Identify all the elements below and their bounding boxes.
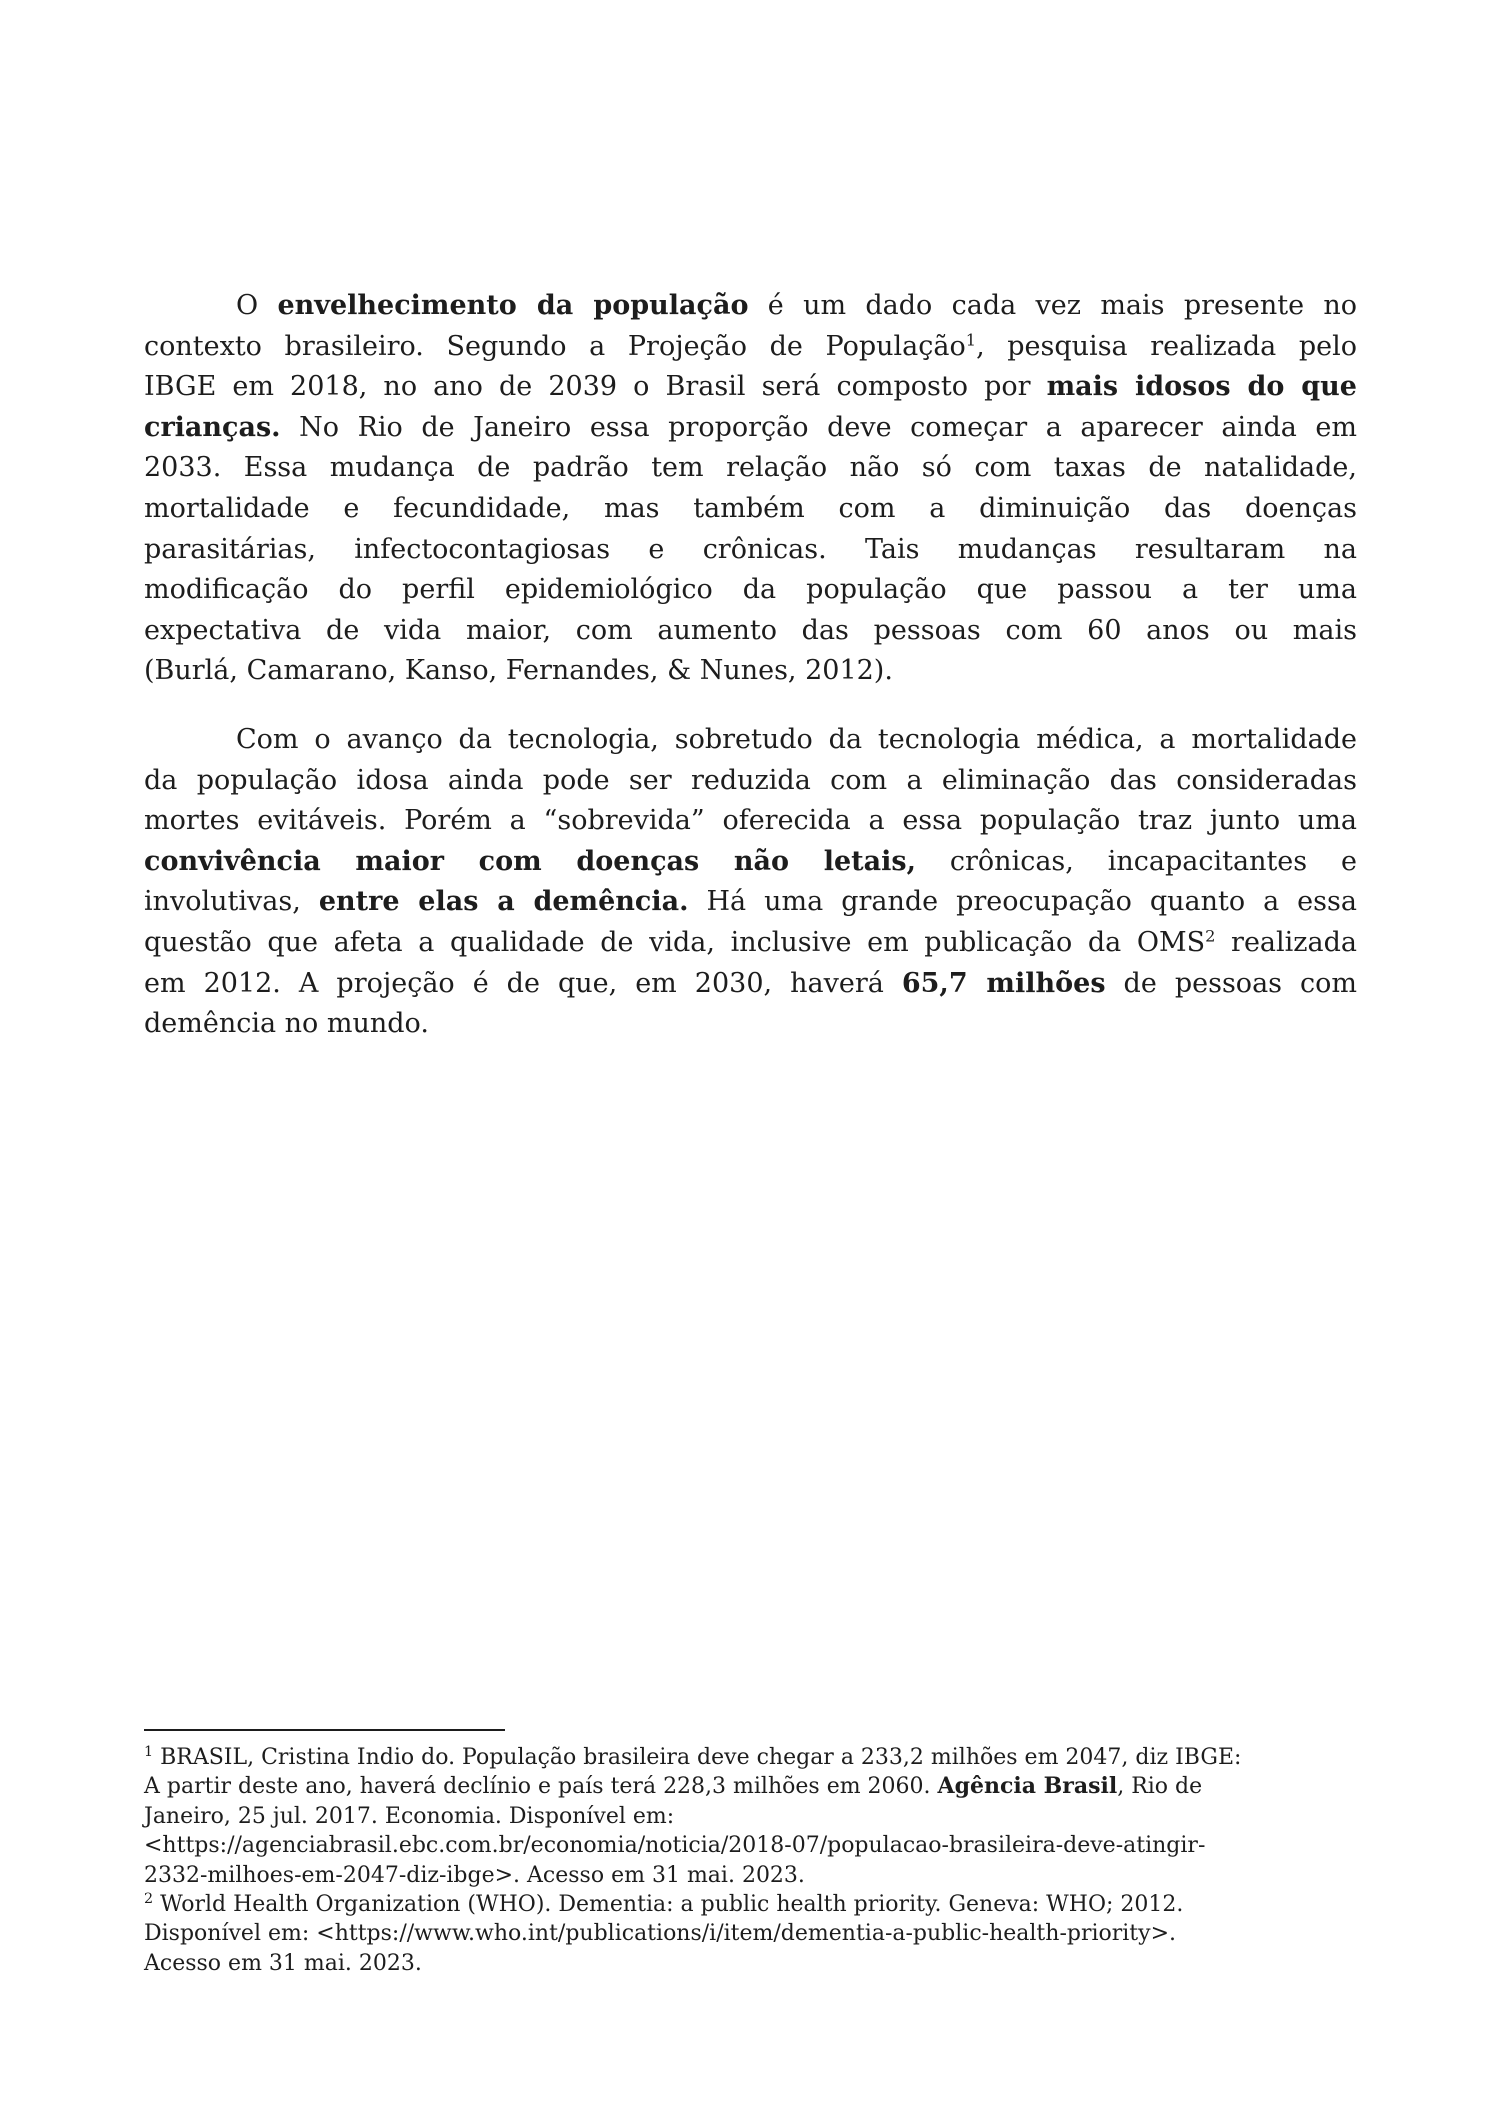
footnote-separator (144, 1729, 505, 1731)
text-run: BRASIL, Cristina Indio do. População brasileira deve chegar a 233,2 milhões em 2047, diz IBGE: (153, 1745, 1242, 1770)
body-text (144, 286, 1357, 1073)
text-run: A partir deste ano, haverá declínio e país terá 228,3 milhões em 2060. (144, 1774, 938, 1800)
footnote (144, 1743, 1359, 1890)
text-run: crônicas, incapacitantes e (916, 845, 1358, 877)
text-run: demência no mundo. (144, 1008, 429, 1040)
bold-text: entre elas a demência. (318, 886, 689, 918)
text-line (144, 882, 1357, 923)
text-run: mortalidade e fecundidade, mas também com a diminuição das doenças (144, 492, 1357, 524)
text-line (144, 408, 1357, 449)
text-line (144, 570, 1357, 611)
text-run: mortes evitáveis. Porém a “sobrevida” oferecida a essa população traz junto uma (144, 805, 1357, 837)
text-line (144, 448, 1357, 489)
footnote-marker: 2 (144, 1891, 154, 1908)
text-run: modificação do perfil epidemiológico da população que passou a ter uma (144, 574, 1357, 606)
text-line (144, 761, 1357, 802)
footnote-line (144, 1743, 1359, 1772)
text-line (144, 964, 1357, 1005)
footnote-marker: 1 (144, 1744, 154, 1761)
footnote-line (144, 1949, 1359, 1978)
text-line (144, 286, 1357, 327)
text-line (144, 530, 1357, 571)
footnote-ref: 1 (965, 329, 977, 349)
text-run: involutivas, (144, 886, 319, 918)
text-run: Disponível em: <https://www.who.int/publications/i/item/dementia-a-public-health-priority>. (144, 1921, 1177, 1947)
url-text: <https://agenciabrasil.ebc.com.br/economia/noticia/2018-07/populacao-brasileira-deve-atingir- (144, 1833, 1206, 1859)
footnote-line (144, 1890, 1359, 1919)
text-run: da população idosa ainda pode ser reduzida com a eliminação das consideradas (144, 764, 1357, 796)
text-run: 2332-milhoes-em-2047-diz-ibge>. Acesso em 31 mai. 2023. (144, 1862, 805, 1888)
text-line (144, 720, 1357, 761)
bold-text: Agência Brasil (937, 1773, 1118, 1800)
footnote-line (144, 1831, 1359, 1860)
text-run: parasitárias, infectocontagiosas e crônicas. Tais mudanças resultaram na (144, 533, 1357, 565)
text-run: , Rio de (1117, 1774, 1203, 1800)
text-run: questão que afeta a qualidade de vida, inclusive em publicação da OMS (144, 926, 1206, 958)
text-line (144, 611, 1357, 652)
text-run: Com o avanço da tecnologia, sobretudo da tecnologia médica, a mortalidade (236, 723, 1357, 755)
text-run: 2033. Essa mudança de padrão tem relação não só com taxas de natalidade, (144, 452, 1357, 484)
text-line (144, 651, 1357, 692)
text-run: expectativa de vida maior, com aumento das pessoas com 60 anos ou mais (144, 614, 1357, 646)
bold-text: convivência maior com doenças não letais, (144, 845, 917, 877)
text-run: é um dado cada vez mais presente no (748, 290, 1358, 321)
footnote-line (144, 1772, 1359, 1801)
footnote (144, 1890, 1359, 1978)
footnotes (144, 1743, 1359, 1978)
text-run: em 2012. A projeção é de que, em 2030, haverá (144, 967, 902, 999)
text-run: , pesquisa realizada pelo (976, 330, 1357, 362)
footnote-line (144, 1919, 1359, 1948)
text-run: contexto brasileiro. Segundo a Projeção de População (144, 330, 966, 362)
body-paragraph (144, 720, 1357, 1045)
footnote-ref: 2 (1205, 926, 1216, 946)
text-line (144, 923, 1357, 964)
text-line (144, 367, 1357, 408)
text-line (144, 327, 1357, 368)
bold-text: mais idosos do que (1046, 371, 1357, 403)
bold-text: crianças. (144, 411, 281, 443)
bold-text: envelhecimento da população (277, 290, 749, 321)
text-run: No Rio de Janeiro essa proporção deve começar a aparecer ainda em (280, 411, 1357, 443)
footnote-line (144, 1802, 1359, 1831)
text-line (144, 801, 1357, 842)
text-run: Janeiro, 25 jul. 2017. Economia. Disponível em: (144, 1803, 675, 1829)
text-run: realizada (1215, 926, 1357, 958)
footnote-line (144, 1861, 1359, 1890)
bold-text: 65,7 milhões (901, 967, 1106, 999)
text-run: O (236, 290, 278, 321)
text-run: Acesso em 31 mai. 2023. (144, 1950, 422, 1976)
text-run: (Burlá, Camarano, Kanso, Fernandes, & Nunes, 2012). (144, 655, 893, 687)
body-paragraph (144, 286, 1357, 692)
text-run: de pessoas com (1105, 967, 1358, 999)
text-line (144, 489, 1357, 530)
text-line (144, 842, 1357, 883)
text-run: IBGE em 2018, no ano de 2039 o Brasil será composto por (144, 371, 1047, 403)
text-run: Há uma grande preocupação quanto a essa (688, 886, 1357, 918)
text-line (144, 1004, 1357, 1045)
text-run: World Health Organization (WHO). Dementia: a public health priority. Geneva: WHO; 2012. (153, 1892, 1184, 1918)
